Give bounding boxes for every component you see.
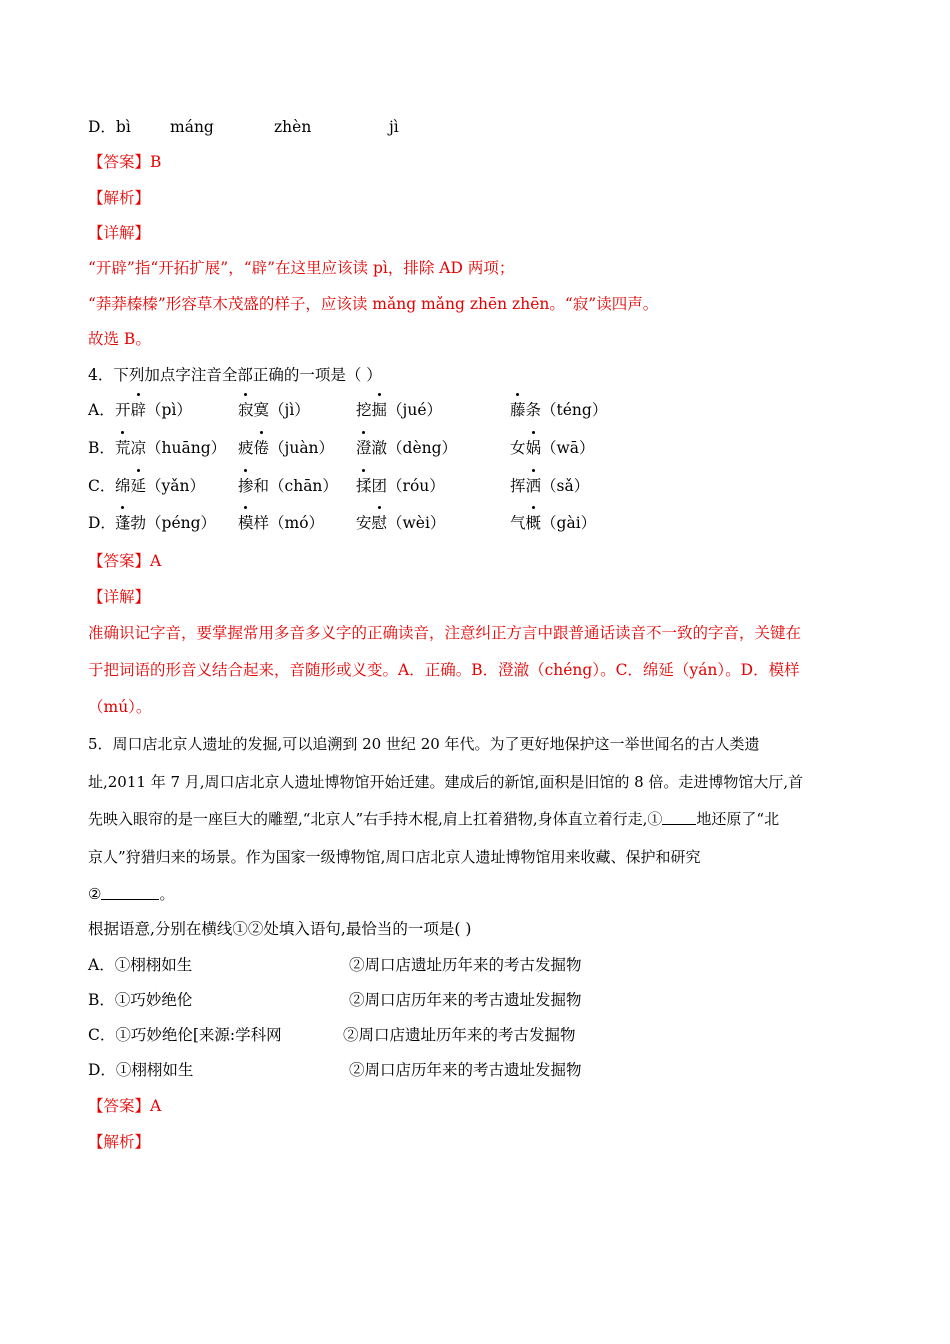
dotted-character: 娲 — [525, 439, 542, 457]
q4-option-word: 藤条（téng） — [510, 401, 608, 419]
dotted-character: 延 — [130, 477, 147, 495]
q3-explain-2: “莽莽榛榛”形容草木茂盛的样子，应该读 mǎng mǎng zhēn zhēn。“寂”读四声。 — [88, 295, 659, 313]
pinyin: （wā） — [541, 439, 595, 457]
pinyin: （gài） — [541, 514, 597, 532]
q4-option-word: 挖掘（jué） — [356, 401, 442, 419]
blank-1 — [662, 810, 696, 825]
q4-answer: 【答案】A — [88, 552, 162, 570]
pinyin: （mó） — [269, 514, 325, 532]
q4-explain-2: 于把词语的形音义结合起来，音随形或义变。A．正确。B．澄澈（chéng）。C．绵延（yán）。D．模样 — [88, 661, 800, 679]
q5-option-second: ②周口店历年来的考古遗址发掘物 — [349, 1061, 582, 1079]
q4-detail-tag: 【详解】 — [88, 588, 151, 606]
q4-option-word: 气概（gài） — [510, 514, 597, 532]
dotted-character: 揉 — [356, 477, 372, 495]
dotted-character: 辟 — [130, 401, 147, 419]
q3-option-d-pinyin-2: máng — [170, 118, 214, 136]
q5-analysis-tag: 【解析】 — [88, 1133, 151, 1151]
q4-explain-1: 准确识记字音，要掌握常用多音多义字的正确读音，注意纠正方言中跟普通话读音不一致的字音，关键在 — [88, 624, 802, 642]
dotted-character: 澄 — [356, 439, 372, 457]
q5-passage-line-4: 京人”狩猎归来的场景。作为国家一级博物馆,周口店北京人遗址博物馆用来收藏、保护和研究 — [88, 848, 701, 866]
q4-explain-3: （mú）。 — [88, 698, 152, 716]
q4-option-label: C． — [88, 477, 116, 495]
q4-option-word: 挥洒（sǎ） — [510, 477, 590, 495]
pinyin: （chān） — [269, 477, 338, 495]
q4-option-word: 开辟（pì） — [115, 401, 192, 419]
pinyin: （wèi） — [387, 514, 446, 532]
q3-conclusion: 故选 B。 — [88, 330, 151, 348]
dotted-character: 掺 — [238, 477, 254, 495]
q4-option-word: 荒凉（huāng） — [115, 439, 227, 457]
pinyin: （huāng） — [146, 439, 227, 457]
q4-option-word: 蓬勃（péng） — [115, 514, 217, 532]
q5-option-first: A．①栩栩如生 — [88, 956, 193, 974]
q4-option-word: 模样（mó） — [238, 514, 325, 532]
q3-explain-1: “开辟”指“开拓扩展”，“辟”在这里应该读 pì，排除 AD 两项； — [88, 259, 515, 277]
q5-option-second: ②周口店遗址历年来的考古发掘物 — [343, 1026, 576, 1044]
pinyin: （jì） — [269, 401, 310, 419]
q5-option-first: D．①栩栩如生 — [88, 1061, 194, 1079]
blank-2 — [101, 885, 159, 900]
dotted-character: 荒 — [115, 439, 131, 457]
q4-option-label: B． — [88, 439, 115, 457]
dotted-character: 慰 — [371, 514, 388, 532]
q5-option-second: ②周口店历年来的考古遗址发掘物 — [349, 991, 582, 1009]
dotted-character: 模 — [238, 514, 254, 532]
q5-option-second: ②周口店遗址历年来的考古发掘物 — [349, 956, 582, 974]
q5-option-first: B．①巧妙绝伦 — [88, 991, 193, 1009]
q4-option-word: 揉团（róu） — [356, 477, 445, 495]
pinyin: （róu） — [387, 477, 445, 495]
q5-option-first: C．①巧妙绝伦[来源:学科网 — [88, 1026, 282, 1044]
dotted-character: 概 — [525, 514, 542, 532]
q5-passage-line-2: 址,2011 年 7 月,周口店北京人遗址博物馆开始迁建。建成后的新馆,面积是旧馆的 8 倍。走进博物馆大厅,首 — [88, 773, 804, 791]
q4-option-label: D． — [88, 514, 116, 532]
dotted-character: 藤 — [510, 401, 526, 419]
q4-option-word: 寂寞（jì） — [238, 401, 310, 419]
pinyin: （pì） — [146, 401, 192, 419]
q5-prompt: 根据语意,分别在横线①②处填入语句,最恰当的一项是( ) — [88, 920, 472, 938]
q3-detail-tag: 【详解】 — [88, 224, 151, 242]
pinyin: （péng） — [146, 514, 217, 532]
q3-analysis-tag: 【解析】 — [88, 189, 151, 207]
q4-option-word: 女娲（wā） — [510, 439, 595, 457]
pinyin: （téng） — [541, 401, 608, 419]
q5-passage-line-3: 先映入眼帘的是一座巨大的雕塑,“北京人”右手持木棍,肩上扛着猎物,身体直立着行走,① 地还原了“北 — [88, 810, 780, 828]
q3-option-d-pinyin-3: zhèn — [274, 118, 312, 136]
pinyin: （jué） — [387, 401, 442, 419]
q3-option-d: D．bì — [88, 118, 131, 136]
q4-option-word: 疲倦（juàn） — [238, 439, 335, 457]
pinyin: （dèng） — [387, 439, 458, 457]
dotted-character: 寂 — [238, 401, 254, 419]
q5-answer: 【答案】A — [88, 1097, 162, 1115]
pinyin: （sǎ） — [541, 477, 590, 495]
dotted-character: 掘 — [371, 401, 388, 419]
q4-option-word: 绵延（yǎn） — [115, 477, 206, 495]
q5-passage-line-1: 5．周口店北京人遗址的发掘,可以追溯到 20 世纪 20 年代。为了更好地保护这一举世闻名的古人类遗 — [88, 735, 760, 753]
pinyin: （juàn） — [269, 439, 335, 457]
q4-option-word: 澄澈（dèng） — [356, 439, 458, 457]
q4-option-word: 安慰（wèi） — [356, 514, 446, 532]
q5-passage-line-5: ② 。 — [88, 885, 175, 903]
dotted-character: 洒 — [525, 477, 542, 495]
dotted-character: 蓬 — [115, 514, 131, 532]
q3-option-d-pinyin-4: jì — [389, 118, 399, 136]
q4-option-word: 掺和（chān） — [238, 477, 338, 495]
dotted-character: 倦 — [253, 439, 270, 457]
pinyin: （yǎn） — [146, 477, 206, 495]
q4-option-label: A． — [88, 401, 115, 419]
q4-stem: 4．下列加点字注音全部正确的一项是（ ） — [88, 366, 382, 384]
q3-answer: 【答案】B — [88, 153, 162, 171]
